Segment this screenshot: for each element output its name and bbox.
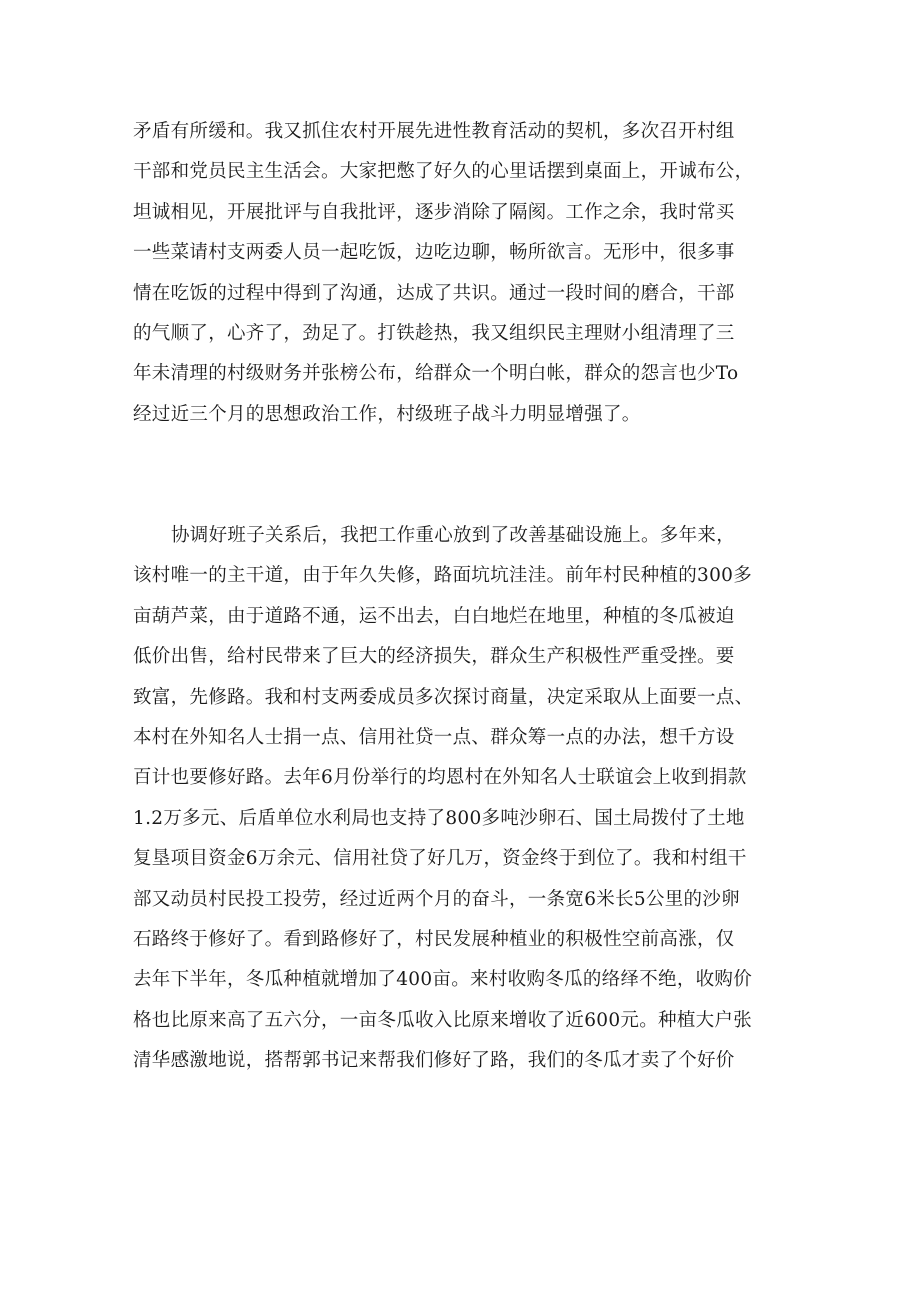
text-line: 经过近三个月的思想政治工作，村级班子战斗力明显增强了。 [133,403,641,425]
text-line: 格也比原来高了五六分，一亩冬瓜收入比原来增收了近600元。种植大户张 [133,1009,753,1031]
text-line: 部又动员村民投工投劳，经过近两个月的奋斗，一条宽6米长5公里的沙卵 [133,888,740,910]
text-line: 低价出售，给村民带来了巨大的经济损失，群众生产积极性严重受挫。要 [133,646,735,668]
text-line: 的气顺了，心齐了，劲足了。打铁趁热，我又组织民主理财小组清理了三 [133,322,735,344]
paragraph-1 [133,112,793,435]
text-line: 石路终于修好了。看到路修好了，村民发展种植业的积极性空前高涨，仅 [133,928,735,950]
text-line: 年未清理的村级财务并张榜公布，给群众一个明白帐，群众的怨言也少To [133,363,739,385]
text-line: 亩葫芦菜，由于道路不通，运不出去，白白地烂在地里，种植的冬瓜被迫 [133,605,735,627]
text-line-indented: 协调好班子关系后，我把工作重心放到了改善基础设施上。多年来， [171,525,736,546]
text-line: 致富，先修路。我和村支两委成员多次探讨商量，决定采取从上面要一点、 [133,686,754,708]
text-line: 一些菜请村支两委人员一起吃饭，边吃边聊，畅所欲言。无形中，很多事 [133,242,735,264]
text-line: 坦诚相见，开展批评与自我批评，逐步消除了隔阂。工作之余，我时常买 [133,201,735,223]
text-line: 矛盾有所缓和。我又抓住农村开展先进性教育活动的契机，多次召开村组 [133,121,735,142]
text-line: 清华感激地说，搭帮郭书记来帮我们修好了路，我们的冬瓜才卖了个好价 [133,1050,735,1072]
text-line: 干部和党员民主生活会。大家把憋了好久的心里话摆到桌面上，开诚布公， [133,161,754,183]
text-line: 百计也要修好路。去年6月份举行的均恩村在外知名人士联谊会上收到捐款 [133,767,747,789]
text-line: 去年下半年，冬瓜种植就增加了400亩。来村收购冬瓜的络绎不绝，收购价 [133,969,753,991]
text-line: 情在吃饭的过程中得到了沟通，达成了共识。通过一段时间的磨合，干部 [133,282,735,304]
text-line: 该村唯一的主干道，由于年久失修，路面坑坑洼洼。前年村民种植的300多 [133,565,753,587]
text-line: 复垦项目资金6万余元、信用社贷了好几万，资金终于到位了。我和村组干 [133,848,747,870]
paragraph-2 [133,516,793,1081]
text-line: 本村在外知名人士捐一点、信用社贷一点、群众筹一点的办法，想千方设 [133,726,735,748]
text-line: 1.2万多元、后盾单位水利局也支持了800多吨沙卵石、国土局拨付了土地 [133,807,745,829]
